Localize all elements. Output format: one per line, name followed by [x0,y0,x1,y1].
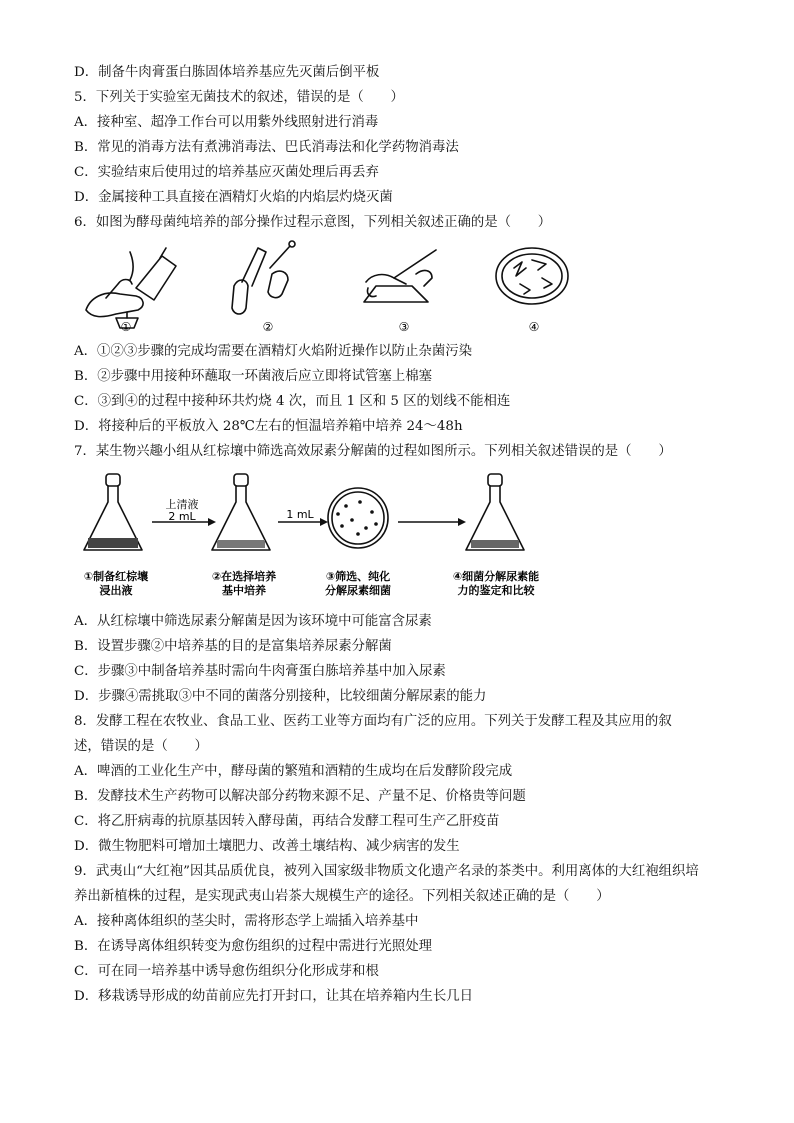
q7-stem: 7．某生物兴趣小组从红棕壤中筛选高效尿素分解菌的过程如图所示。下列相关叙述错误的是（ ） [74,444,672,459]
q7-petri-dish [328,488,388,548]
q7-option-a: A．从红棕壤中筛选尿素分解菌是因为该环境中可能富含尿素 [74,614,432,629]
q5-option-b: B．常见的消毒方法有煮沸消毒法、巴氏消毒法和化学药物消毒法 [74,140,459,155]
q7-option-d: D．步骤④需挑取③中不同的菌落分别接种，比较细菌分解尿素的能力 [74,689,487,704]
q7-option-c: C．步骤③中制备培养基时需向牛肉膏蛋白胨培养基中加入尿素 [74,664,446,679]
q8-option-c: C．将乙肝病毒的抗原基因转入酵母菌，再结合发酵工程可生产乙肝疫苗 [74,814,500,829]
q6-figure [76,238,596,338]
q7-step3-caption-line2: 分解尿素细菌 [325,584,391,597]
q4-option-d: D．制备牛肉膏蛋白胨固体培养基应先灭菌后倒平板 [74,65,380,80]
q5-option-c: C．实验结束后使用过的培养基应灭菌处理后再丢弃 [74,165,379,180]
q8-option-a: A．啤酒的工业化生产中，酵母菌的繁殖和酒精的生成均在后发酵阶段完成 [74,764,513,779]
q8-stem-line1: 8．发酵工程在农牧业、食品工业、医药工业等方面均有广泛的应用。下列关于发酵工程及其应用的叙 [74,714,672,729]
q7-step2-caption-line2: 基中培养 [222,584,266,597]
q6-stem: 6．如图为酵母菌纯培养的部分操作过程示意图，下列相关叙述正确的是（ ） [74,215,552,230]
q7-arrow-2-label: 1 mL [286,508,314,521]
q7-step4-caption-line2: 力的鉴定和比较 [457,584,535,597]
q7-step1-caption-line1: ①制备红棕壤 [83,570,149,583]
q5-option-a: A．接种室、超净工作台可以用紫外线照射进行消毒 [74,115,379,130]
q6-step3-illustration [364,250,436,302]
q6-label-4: ④ [528,320,540,334]
q8-stem-line2: 述，错误的是（ ） [74,739,208,754]
q6-option-a: A．①②③步骤的完成均需要在酒精灯火焰附近操作以防止杂菌污染 [74,344,472,359]
q9-option-d: D．移栽诱导形成的幼苗前应先打开封口，让其在培养箱内生长几日 [74,989,474,1004]
q6-label-2: ② [262,320,274,334]
q9-stem-line2: 养出新植株的过程，是实现武夷山岩茶大规模生产的途径。下列相关叙述正确的是（ ） [74,889,610,904]
q7-arrow-3 [398,518,466,526]
q7-step4-caption-line1: ④细菌分解尿素能 [452,570,540,583]
q7-step3-caption-line1: ③筛选、纯化 [325,570,391,583]
q8-option-d: D．微生物肥料可增加土壤肥力、改善土壤结构、减少病害的发生 [74,839,460,854]
q9-option-c: C．可在同一培养基中诱导愈伤组织分化形成芽和根 [74,964,379,979]
q5-stem: 5．下列关于实验室无菌技术的叙述，错误的是（ ） [74,90,404,105]
q8-option-b: B．发酵技术生产药物可以解决部分药物来源不足、产量不足、价格贵等问题 [74,789,526,804]
q6-step2-illustration [232,241,295,314]
q6-option-b: B．②步骤中用接种环蘸取一环菌液后应立即将试管塞上棉塞 [74,369,432,384]
q6-step1-illustration [86,248,176,328]
q9-option-a: A．接种离体组织的茎尖时，需将形态学上端插入培养基中 [74,914,419,929]
q7-figure [76,468,556,608]
q7-arrow-1-label-line2: 2 mL [168,510,196,523]
q6-option-d: D．将接种后的平板放入 28℃左右的恒温培养箱中培养 24～48h [74,419,463,434]
q7-flask-2 [212,474,270,550]
q7-flask-1 [84,474,142,550]
q9-option-b: B．在诱导离体组织转变为愈伤组织的过程中需进行光照处理 [74,939,432,954]
q6-label-3: ③ [398,320,410,334]
q7-arrow-1-label-line1: 上清液 [165,498,199,511]
q6-option-c: C．③到④的过程中接种环共灼烧 4 次，而且 1 区和 5 区的划线不能相连 [74,394,511,409]
q9-stem-line1: 9．武夷山“大红袍”因其品质优良，被列入国家级非物质文化遗产名录的茶类中。利用离体的大红袍组织培 [74,864,699,879]
q5-option-d: D．金属接种工具直接在酒精灯火焰的内焰层灼烧灭菌 [74,190,393,205]
q6-step4-illustration [496,248,568,304]
q7-option-b: B．设置步骤②中培养基的目的是富集培养尿素分解菌 [74,639,392,654]
q7-step1-caption-line2: 浸出液 [99,584,133,597]
q6-label-1: ① [120,320,132,334]
q7-flask-4 [466,474,524,550]
q7-step2-caption-line1: ②在选择培养 [211,570,277,583]
